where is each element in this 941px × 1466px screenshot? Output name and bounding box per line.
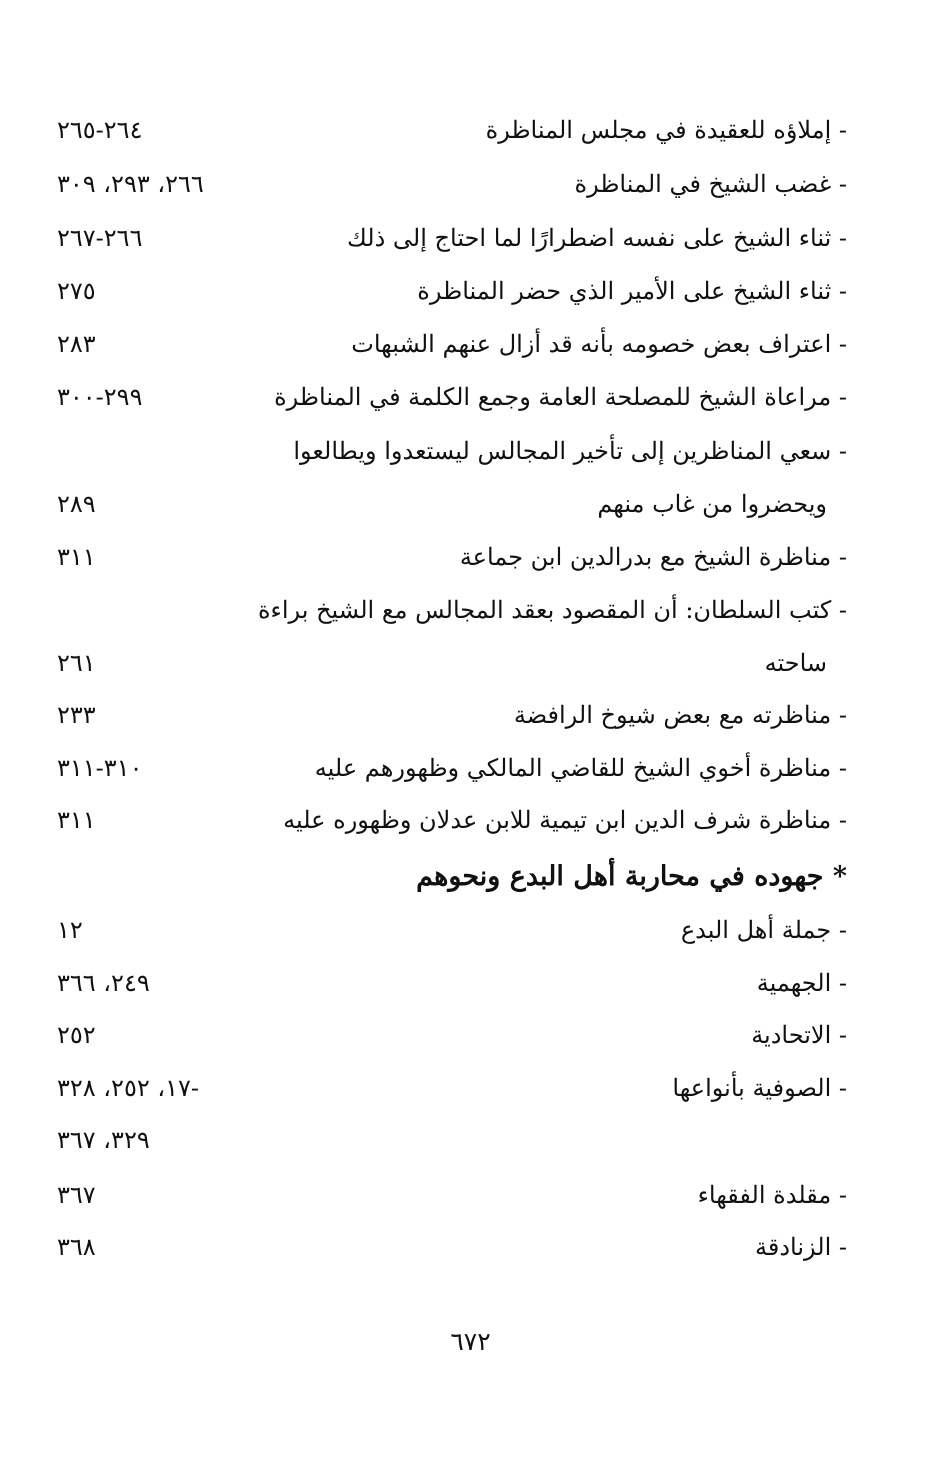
index-entry-text: - ثناء الشيخ على الأمير الذي حضر المناظرة	[417, 277, 847, 305]
index-entry-pages: ٣١٠-٣١١	[57, 754, 143, 782]
index-entry-text: - مراعاة الشيخ للمصلحة العامة وجمع الكلمة في المناظرة	[274, 383, 847, 411]
index-entry-pages: ١٢	[57, 916, 83, 944]
index-entry-text: - اعتراف بعض خصومه بأنه قد أزال عنهم الشبهات	[351, 330, 847, 358]
index-entry-text: - مناظرته مع بعض شيوخ الرافضة	[513, 701, 847, 729]
index-entry-pages: ٣٢٩، ٣٦٧	[57, 1126, 150, 1154]
index-entry-pages: ٢٦٦-٢٦٧	[57, 224, 143, 252]
index-entry-text: - غضب الشيخ في المناظرة	[574, 170, 847, 198]
index-entry-text: - الزنادقة	[755, 1233, 847, 1261]
index-entry-text: - ثناء الشيخ على نفسه اضطرارًا لما احتاج إلى ذلك	[347, 224, 847, 252]
index-entry-pages: ٢٧٥	[57, 277, 96, 305]
index-entry-pages: ٢٤٩، ٣٦٦	[57, 969, 150, 997]
index-entry-text: - مناظرة الشيخ مع بدرالدين ابن جماعة	[459, 543, 847, 571]
index-entry-text: - الصوفية بأنواعها	[672, 1074, 847, 1102]
index-entry-text: - الاتحادية	[751, 1021, 847, 1049]
index-entry-pages: ٢٥٢	[57, 1021, 96, 1049]
index-entry-text: - مقلدة الفقهاء	[697, 1181, 847, 1209]
index-entry-pages: ٢٨٩	[57, 490, 96, 518]
index-entry-text: - كتب السلطان: أن المقصود بعقد المجالس مع الشيخ براءة	[257, 596, 847, 624]
index-entry-continuation: ويحضروا من غاب منهم	[597, 490, 827, 518]
index-entry-pages: ٢٨٣	[57, 330, 96, 358]
index-entry-pages: ٢٦١	[57, 649, 96, 677]
section-heading: * جهوده في محاربة أهل البدع ونحوهم	[416, 861, 847, 892]
index-entry-text: - مناظرة أخوي الشيخ للقاضي المالكي وظهورهم عليه	[314, 754, 847, 782]
index-entry-pages: ٣١١	[57, 543, 96, 571]
index-entry-pages: ٢٩٩-٣٠٠	[57, 383, 143, 411]
index-entry-pages: ٣٦٨	[57, 1233, 96, 1261]
index-entry-text: - إملاؤه للعقيدة في مجلس المناظرة	[485, 116, 847, 144]
index-entry-pages: ٢٦٦، ٢٩٣، ٣٠٩	[57, 170, 204, 198]
index-entry-pages: ٢٣٣	[57, 701, 96, 729]
index-entry-pages: ١٧، ٢٥٢، ٣٢٨-	[57, 1074, 199, 1102]
index-entry-pages: ٢٦٤-٢٦٥	[57, 116, 143, 144]
index-entry-pages: ٣٦٧	[57, 1181, 96, 1209]
index-entry-continuation: ساحته	[764, 649, 827, 677]
index-entry-text: - سعي المناظرين إلى تأخير المجالس ليستعدوا ويطالعوا	[293, 437, 847, 465]
index-entry-text: - مناظرة شرف الدين ابن تيمية للابن عدلان وظهوره عليه	[283, 806, 847, 834]
page-number: ٦٧٢	[450, 1327, 491, 1356]
index-entry-text: - جملة أهل البدع	[680, 916, 847, 944]
index-entry-pages: ٣١١	[57, 806, 96, 834]
index-entry-text: - الجهمية	[756, 969, 847, 997]
